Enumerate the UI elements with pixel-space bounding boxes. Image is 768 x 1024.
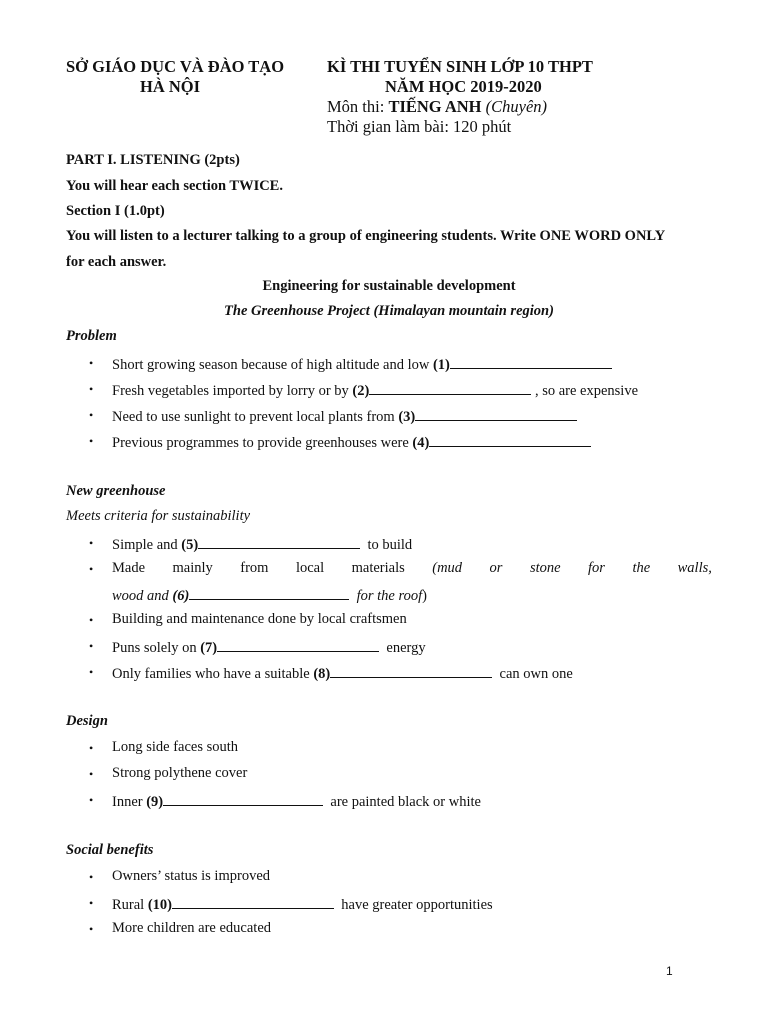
word: the <box>632 560 651 576</box>
new-greenhouse-heading: New greenhouse <box>66 483 166 499</box>
item-text-after: for the roof <box>356 588 423 604</box>
bullet-icon: • <box>89 741 94 755</box>
word: (mud <box>432 560 463 576</box>
blank-number: (7) <box>200 640 218 656</box>
word: local <box>295 560 325 576</box>
exam-title: KÌ THI TUYỂN SINH LỚP 10 THPT <box>327 57 593 76</box>
problem-heading: Problem <box>66 328 117 344</box>
blank-number: (9) <box>146 794 164 810</box>
bullet-icon: • <box>89 562 94 576</box>
item-text: Short growing season because of high altitude and low <box>112 357 433 373</box>
greenhouse-item-2-line-2 <box>112 585 427 605</box>
item-text: Puns solely on <box>112 640 201 656</box>
item-text: Inner <box>112 794 147 810</box>
blank-number: (5) <box>181 537 199 553</box>
item-text-after: are painted black or white <box>330 794 481 810</box>
blank-number: (6) <box>172 588 190 604</box>
instruction-line-2: for each answer. <box>66 254 167 270</box>
bullet-icon: • <box>89 356 94 370</box>
problem-item-2 <box>112 380 638 400</box>
answer-blank-5[interactable] <box>198 534 360 549</box>
part-twice: You will hear each section TWICE. <box>66 178 283 194</box>
social-item-3: More children are educated <box>112 920 272 936</box>
problem-item-1 <box>112 354 612 374</box>
part-title: PART I. LISTENING (2pts) <box>66 152 240 168</box>
design-item-3 <box>112 791 481 811</box>
word: stone <box>529 560 561 576</box>
answer-blank-9[interactable] <box>163 791 323 806</box>
blank-number: (1) <box>432 357 450 373</box>
header-city: HÀ NỘI <box>140 77 201 96</box>
blank-number: (4) <box>412 435 430 451</box>
item-text-after: to build <box>367 537 413 553</box>
word: walls, <box>677 560 712 576</box>
answer-blank-6[interactable] <box>189 585 349 600</box>
item-text-after: can own one <box>499 666 573 682</box>
topic-subtitle: The Greenhouse Project (Himalayan mountain region) <box>224 303 554 319</box>
subject-name: TIẾNG ANH <box>388 97 482 116</box>
greenhouse-item-4 <box>112 637 426 657</box>
bullet-icon: • <box>89 408 94 422</box>
bullet-icon: • <box>89 536 94 550</box>
item-text: Fresh vegetables imported by lorry or by <box>112 383 353 399</box>
answer-blank-4[interactable] <box>429 432 591 447</box>
item-text: Need to use sunlight to prevent local plants from <box>112 409 399 425</box>
design-item-1: Long side faces south <box>112 739 239 755</box>
greenhouse-item-2-line-1 <box>112 560 712 577</box>
item-text: Simple and <box>112 537 182 553</box>
blank-number: (2) <box>352 383 370 399</box>
answer-blank-2[interactable] <box>369 380 531 395</box>
blank-number: (10) <box>147 897 173 913</box>
bullet-icon: • <box>89 434 94 448</box>
bullet-icon: • <box>89 665 94 679</box>
item-text-after: energy <box>386 640 426 656</box>
word: Made <box>112 560 146 576</box>
new-greenhouse-subheading: Meets criteria for sustainability <box>66 508 251 524</box>
bullet-icon: • <box>89 613 94 627</box>
design-item-2: Strong polythene cover <box>112 765 248 781</box>
social-item-1: Owners’ status is improved <box>112 868 270 884</box>
exam-time: Thời gian làm bài: 120 phút <box>327 117 512 136</box>
bullet-icon: • <box>89 793 94 807</box>
topic-title: Engineering for sustainable development <box>262 278 516 294</box>
greenhouse-item-1 <box>112 534 412 554</box>
bullet-icon: • <box>89 896 94 910</box>
section-title: Section I (1.0pt) <box>66 203 165 219</box>
item-text-after: , so are expensive <box>531 383 639 399</box>
answer-blank-8[interactable] <box>330 663 492 678</box>
exam-subject <box>327 97 547 117</box>
word: materials <box>351 560 405 576</box>
item-text: Only families who have a suitable <box>112 666 314 682</box>
item-text: Rural <box>112 897 148 913</box>
subject-note: (Chuyên) <box>485 97 548 116</box>
answer-blank-3[interactable] <box>415 406 577 421</box>
exam-year: NĂM HỌC 2019-2020 <box>385 77 542 96</box>
word: or <box>489 560 503 576</box>
blank-number: (3) <box>398 409 416 425</box>
greenhouse-item-5 <box>112 663 573 683</box>
answer-blank-1[interactable] <box>450 354 612 369</box>
bullet-icon: • <box>89 767 94 781</box>
instruction-line-1: You will listen to a lecturer talking to a group of engineering students. Write ONE WORD ONLY <box>66 228 666 244</box>
design-heading: Design <box>66 713 108 729</box>
word: from <box>240 560 269 576</box>
answer-blank-7[interactable] <box>217 637 379 652</box>
subject-prefix: Môn thi: <box>327 97 389 116</box>
page-number: 1 <box>666 964 673 978</box>
bullet-icon: • <box>89 639 94 653</box>
problem-item-4 <box>112 432 591 452</box>
blank-number: (8) <box>313 666 331 682</box>
header-org: SỞ GIÁO DỤC VÀ ĐÀO TẠO <box>66 57 285 76</box>
bullet-icon: • <box>89 922 94 936</box>
problem-item-3 <box>112 406 577 426</box>
item-text: Previous programmes to provide greenhouses were <box>112 435 413 451</box>
word: mainly <box>172 560 213 576</box>
greenhouse-item-3: Building and maintenance done by local craftsmen <box>112 611 407 627</box>
social-item-2 <box>112 894 493 914</box>
bullet-icon: • <box>89 870 94 884</box>
item-text: wood and <box>112 588 173 604</box>
social-heading: Social benefits <box>66 842 154 858</box>
answer-blank-10[interactable] <box>172 894 334 909</box>
bullet-icon: • <box>89 382 94 396</box>
word: for <box>588 560 605 576</box>
item-text-after: have greater opportunities <box>341 897 493 913</box>
close-paren: ) <box>422 588 427 604</box>
